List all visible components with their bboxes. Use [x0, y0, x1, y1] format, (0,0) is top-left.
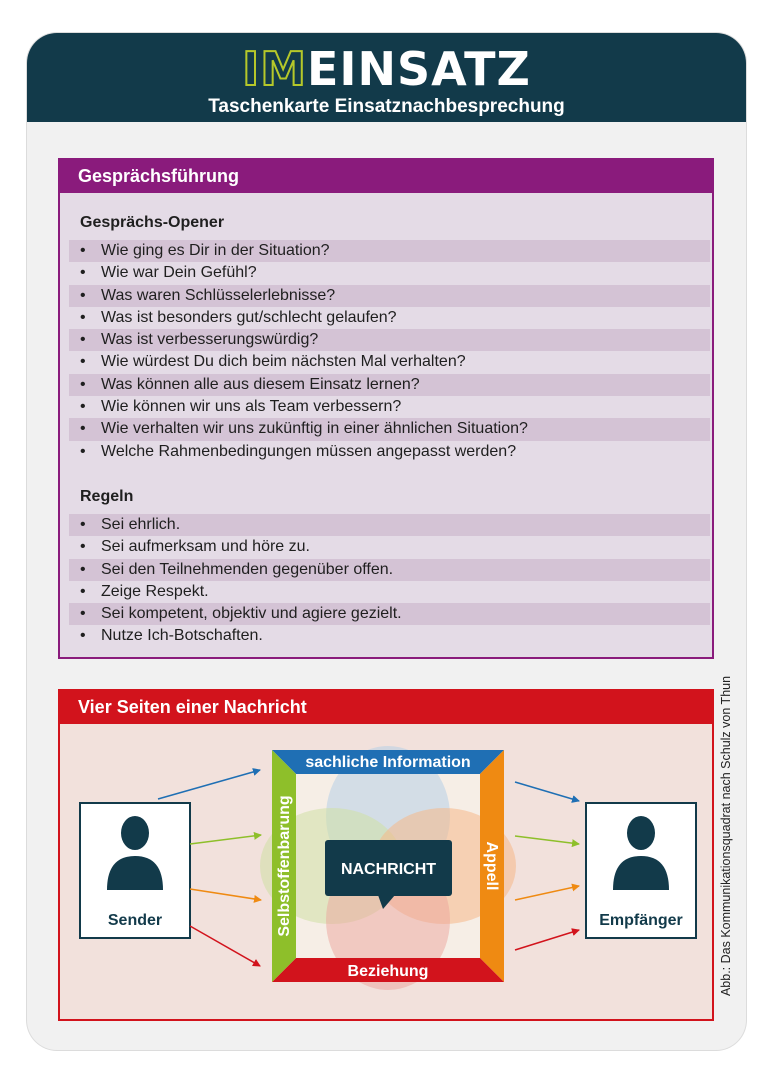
arrow-blue	[158, 770, 260, 799]
card-subtitle: Taschenkarte Einsatznachbesprechung	[208, 96, 565, 117]
list-item: • Sei ehrlich.	[69, 514, 710, 536]
list-item: • Wie war Dein Gefühl?	[69, 262, 710, 284]
label-nachricht: NACHRICHT	[340, 861, 437, 878]
opener-heading: Gesprächs-Opener	[80, 214, 225, 231]
label-beziehung: Beziehung	[347, 963, 429, 980]
list-item: • Was können alle aus diesem Einsatz lernen?	[69, 374, 710, 396]
list-item: • Was ist verbesserungswürdig?	[69, 329, 710, 351]
sender-box	[80, 803, 190, 938]
gespraechsfuehrung-title: Gesprächsführung	[60, 160, 712, 193]
list-item: • Was waren Schlüsselerlebnisse?	[69, 285, 710, 307]
arrow-orange	[190, 889, 261, 900]
list-item: • Sei den Teilnehmenden gegenüber offen.	[69, 559, 710, 581]
list-item: • Was ist besonders gut/schlecht gelaufen?	[69, 307, 710, 329]
vier-seiten-title: Vier Seiten einer Nachricht	[60, 691, 712, 724]
arrow-blue	[515, 782, 579, 801]
list-item: • Sei aufmerksam und höre zu.	[69, 536, 710, 558]
communication-square-diagram	[60, 724, 712, 1019]
list-item: • Wie ging es Dir in der Situation?	[69, 240, 710, 262]
gespraechsfuehrung-panel	[58, 158, 714, 659]
empfaenger-label: Empfänger	[599, 912, 683, 929]
list-item: • Zeige Respekt.	[69, 581, 710, 603]
list-item: • Sei kompetent, objektiv und agiere gezielt.	[69, 603, 710, 625]
message-square	[260, 746, 516, 990]
list-item: • Wie verhalten wir uns zukünftig in einer ähnlichen Situation?	[69, 418, 710, 440]
header-bar	[27, 33, 746, 122]
logo: IMEINSATZ	[242, 42, 531, 96]
arrow-green	[515, 836, 579, 844]
arrow-green	[190, 835, 261, 844]
opener-list	[69, 240, 710, 463]
regeln-heading: Regeln	[80, 488, 134, 505]
label-selbstoffenbarung: Selbstoffenbarung	[276, 795, 293, 937]
list-item: • Wie können wir uns als Team verbessern?	[69, 396, 710, 418]
empfaenger-box	[586, 803, 696, 938]
arrow-red	[190, 926, 260, 966]
label-appell: Appell	[483, 841, 500, 891]
vier-seiten-panel	[58, 689, 714, 1021]
list-item: • Wie würdest Du dich beim nächsten Mal verhalten?	[69, 351, 710, 373]
list-item: • Welche Rahmenbedingungen müssen angepasst werden?	[69, 441, 710, 463]
arrow-red	[515, 930, 579, 950]
list-item: • Nutze Ich-Botschaften.	[69, 625, 710, 647]
sender-label: Sender	[107, 912, 163, 929]
arrow-orange	[515, 886, 579, 900]
pocket-card	[27, 33, 746, 1050]
figure-caption: Abb.: Das Kommunikationsquadrat nach Schulz von Thun	[719, 675, 733, 997]
label-sachliche-information: sachliche Information	[305, 754, 471, 771]
regeln-list	[69, 514, 710, 648]
